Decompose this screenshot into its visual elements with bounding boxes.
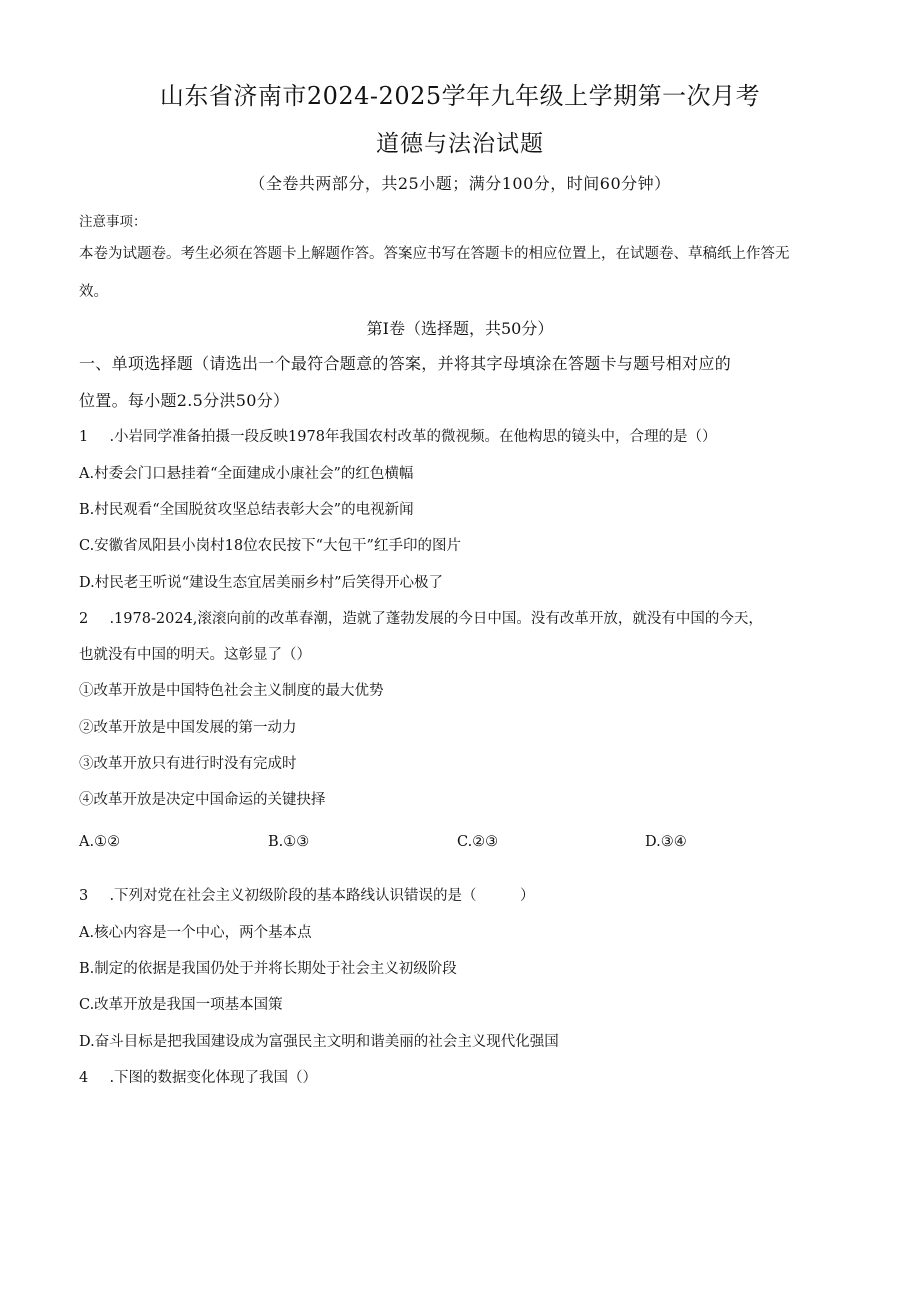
question-2-option-b: B.①③ xyxy=(268,834,310,850)
question-3-stem xyxy=(79,888,535,905)
question-1-option-a: A.村委会门口悬挂着“全面建成小康社会”的红色横幅 xyxy=(79,466,414,482)
notice-label: 注意事项： xyxy=(79,214,147,230)
exam-title: 山东省济南市2024-2025学年九年级上学期第一次月考 xyxy=(159,82,761,110)
question-2-option-c: C.②③ xyxy=(457,834,499,850)
question-4-stem xyxy=(79,1070,317,1087)
section-title-line2: 位置。每小题2.5分洪50分） xyxy=(79,391,290,410)
question-3-option-c: C.改革开放是我国一项基本国策 xyxy=(79,997,283,1013)
question-stem-text: .下图的数据变化体现了我国（） xyxy=(109,1070,318,1086)
question-number: 1 xyxy=(79,429,89,445)
question-stem-text: .小岩同学准备拍摄一段反映1978年我国农村改革的微视频。在他构思的镜头中，合理的是（） xyxy=(109,429,717,445)
question-3-option-a: A.核心内容是一个中心，两个基本点 xyxy=(79,925,312,941)
question-1-stem xyxy=(79,429,716,446)
question-1-option-d: D.村民老王听说“建设生态宜居美丽乡村”后笑得开心极了 xyxy=(79,575,444,591)
question-2-stem-line1 xyxy=(79,611,763,628)
exam-meta: （全卷共两部分，共25小题；满分100分，时间60分钟） xyxy=(249,174,671,193)
question-2-stem-line2: 也就没有中国的明天。这彰显了（） xyxy=(79,647,311,663)
question-3-option-d: D.奋斗目标是把我国建设成为富强民主文明和谐美丽的社会主义现代化强国 xyxy=(79,1034,559,1050)
question-2-statement-1: ①改革开放是中国特色社会主义制度的最大优势 xyxy=(79,683,384,699)
question-2-option-d: D.③④ xyxy=(645,834,687,850)
question-number: 4 xyxy=(79,1070,89,1086)
question-1-option-c: C.安徽省凤阳县小岗村18位农民按下“大包干”红手印的图片 xyxy=(79,538,461,554)
notice-text-line2: 效。 xyxy=(79,284,108,300)
question-number: 3 xyxy=(79,888,89,904)
question-number: 2 xyxy=(79,611,89,627)
section-title-line1: 一、单项选择题（请选出一个最符合题意的答案，并将其字母填涂在答题卡与题号相对应的 xyxy=(79,354,732,373)
question-1-option-b: B.村民观看“全国脱贫攻坚总结表彰大会”的电视新闻 xyxy=(79,502,414,518)
question-stem-text: .下列对党在社会主义初级阶段的基本路线认识错误的是（ ） xyxy=(109,888,535,904)
question-2-statement-4: ④改革开放是决定中国命运的关键抉择 xyxy=(79,792,326,808)
notice-text-line1: 本卷为试题卷。考生必须在答题卡上解题作答。答案应书写在答题卡的相应位置上，在试题卷、草稿纸上作答无 xyxy=(79,246,790,262)
question-2-statement-3: ③改革开放只有进行时没有完成时 xyxy=(79,756,297,772)
question-3-option-b: B.制定的依据是我国仍处于并将长期处于社会主义初级阶段 xyxy=(79,961,457,977)
exam-subtitle: 道德与法治试题 xyxy=(376,131,544,157)
question-2-statement-2: ②改革开放是中国发展的第一动力 xyxy=(79,720,297,736)
volume-title: 第I卷（选择题，共50分） xyxy=(366,319,554,338)
question-stem-text: .1978-2024,滚滚向前的改革春潮，造就了蓬勃发展的今日中国。没有改革开放，就没有中国的今天， xyxy=(109,611,763,627)
question-2-option-a: A.①② xyxy=(79,834,121,850)
